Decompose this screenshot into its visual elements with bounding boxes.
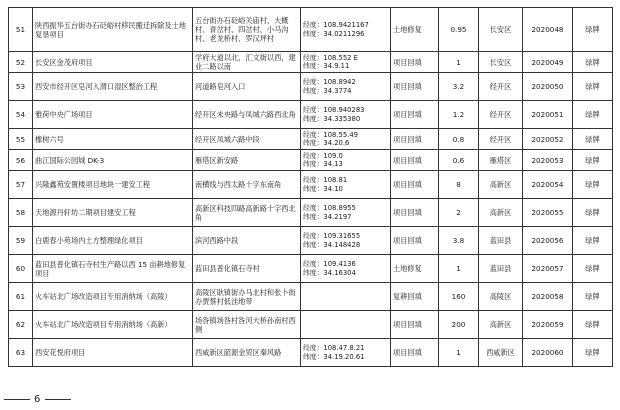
coordinates [301, 283, 391, 311]
project-name: 兴隆鑫苑安置楼项目地块一建安工程 [33, 171, 193, 199]
status-badge: 绿牌 [573, 129, 613, 150]
status-badge: 绿牌 [573, 52, 613, 73]
permit-code: 2020056 [523, 227, 573, 255]
project-name: 陕西振华五台街办石砭峪村移民搬迁拆除及土地复垦项目 [33, 8, 193, 52]
longitude: 经度：108.55.49 [303, 130, 358, 139]
latitude: 纬度：34.13 [303, 160, 343, 168]
fill-type: 项目回填 [391, 339, 439, 367]
coordinates [301, 255, 391, 283]
permit-code: 2020059 [523, 311, 573, 339]
project-name: 雅荷中央广场项目 [33, 101, 193, 129]
status-badge: 绿牌 [573, 73, 613, 101]
page-number: 6 [34, 394, 42, 405]
table-row [9, 227, 613, 255]
row-number: 60 [9, 255, 33, 283]
row-number: 58 [9, 199, 33, 227]
project-name: 长安区金茂府项目 [33, 52, 193, 73]
longitude: 经度：109.4136 [303, 260, 356, 268]
project-name: 西安花悦府项目 [33, 339, 193, 367]
district: 高新区 [479, 199, 523, 227]
area-value: 3.8 [439, 227, 479, 255]
latitude: 纬度：34.10 [303, 184, 343, 193]
status-badge: 绿牌 [573, 150, 613, 171]
project-location: 经开区凤城六路中段 [193, 129, 301, 150]
longitude: 经度：108.8942 [303, 78, 356, 86]
permit-code: 2020050 [523, 73, 573, 101]
row-number: 53 [9, 73, 33, 101]
table-row [9, 199, 613, 227]
project-location: 雁塔区新安路 [193, 150, 301, 171]
status-badge: 绿牌 [573, 101, 613, 129]
coordinates [301, 52, 391, 73]
fill-type: 项目回填 [391, 311, 439, 339]
district: 高陵区 [479, 283, 523, 311]
coordinates [301, 8, 391, 52]
status-badge: 绿牌 [573, 227, 613, 255]
table-row [9, 339, 613, 367]
project-location: 河道路皂河入口 [193, 73, 301, 101]
district: 高新区 [479, 311, 523, 339]
project-name: 蓝田县普化镇石寺村生产路以西 15 亩耕地修复项目 [33, 255, 193, 283]
row-number: 57 [9, 171, 33, 199]
project-location: 经开区未央路与凤城六路西北角 [193, 101, 301, 129]
table-row [9, 8, 613, 52]
area-value: 1 [439, 52, 479, 73]
latitude: 纬度：34.20.6 [303, 139, 350, 147]
coordinates [301, 311, 391, 339]
latitude: 纬度：34.335380 [303, 114, 361, 123]
project-location: 高新区科技四路高新路十字西北角 [193, 199, 301, 227]
coordinates [301, 227, 391, 255]
table-row [9, 255, 613, 283]
fill-type: 项目回填 [391, 129, 439, 150]
district: 经开区 [479, 129, 523, 150]
district: 长安区 [479, 52, 523, 73]
project-location: 滨河西路中段 [193, 227, 301, 255]
table-row [9, 129, 613, 150]
latitude: 纬度：34.0211296 [303, 29, 365, 38]
footer-dash-left [4, 399, 30, 400]
fill-type: 复耕回填 [391, 283, 439, 311]
area-value: 0.8 [439, 129, 479, 150]
area-value: 8 [439, 171, 479, 199]
table-row [9, 283, 613, 311]
district: 蓝田县 [479, 255, 523, 283]
area-value: 200 [439, 311, 479, 339]
fill-type: 土地修复 [391, 255, 439, 283]
project-name: 西安市经开区皂河入渭口湿区整治工程 [33, 73, 193, 101]
area-value: 3.2 [439, 73, 479, 101]
project-name: 白鹿春小苑场内土方整理绿化项目 [33, 227, 193, 255]
coordinates [301, 129, 391, 150]
row-number: 55 [9, 129, 33, 150]
table-body [9, 8, 613, 367]
project-location: 蓝田县普化镇石寺村 [193, 255, 301, 283]
footer-dash-right [45, 399, 71, 400]
latitude: 纬度：34.2197 [303, 212, 352, 221]
permit-code: 2020053 [523, 150, 573, 171]
project-name: 火车站北广场改造项目专用消纳场（高新） [33, 311, 193, 339]
row-number: 63 [9, 339, 33, 367]
longitude: 经度：109.0 [303, 151, 343, 160]
row-number: 52 [9, 52, 33, 73]
latitude: 纬度：34.19.20.61 [303, 352, 365, 361]
project-table [8, 7, 613, 367]
row-number: 61 [9, 283, 33, 311]
row-number: 59 [9, 227, 33, 255]
project-location: 场咎镇场咎村咎河大桥孙南村西侧 [193, 311, 301, 339]
latitude: 纬度：34.148428 [303, 240, 361, 249]
project-location: 学府大道以北，汇文街以西，建业二路以南 [193, 52, 301, 73]
area-value: 160 [439, 283, 479, 311]
longitude: 经度：108.940283 [303, 106, 365, 114]
row-number: 51 [9, 8, 33, 52]
permit-code: 2020055 [523, 199, 573, 227]
project-name: 火车站北广场改造项目专用消纳场（高陵） [33, 283, 193, 311]
table-row [9, 171, 613, 199]
district: 经开区 [479, 101, 523, 129]
fill-type: 项目回填 [391, 227, 439, 255]
permit-code: 2020060 [523, 339, 573, 367]
permit-code: 2020057 [523, 255, 573, 283]
status-badge: 绿牌 [573, 8, 613, 52]
status-badge: 绿牌 [573, 199, 613, 227]
coordinates [301, 171, 391, 199]
latitude: 纬度：34.3774 [303, 86, 352, 95]
permit-code: 2020048 [523, 8, 573, 52]
project-location: 高陵区耿镇街办马北村和张卜街办贾蔡村低洼地带 [193, 283, 301, 311]
permit-code: 2020049 [523, 52, 573, 73]
table-row [9, 150, 613, 171]
longitude: 经度：108.9421167 [303, 21, 369, 29]
status-badge: 绿牌 [573, 339, 613, 367]
fill-type: 项目回填 [391, 199, 439, 227]
fill-type: 项目回填 [391, 101, 439, 129]
fill-type: 土地修复 [391, 8, 439, 52]
area-value: 1.2 [439, 101, 479, 129]
row-number: 62 [9, 311, 33, 339]
fill-type: 项目回填 [391, 171, 439, 199]
district: 西咸新区 [479, 339, 523, 367]
district: 高新区 [479, 171, 523, 199]
area-value: 1 [439, 255, 479, 283]
status-badge: 绿牌 [573, 311, 613, 339]
district: 长安区 [479, 8, 523, 52]
fill-type: 项目回填 [391, 52, 439, 73]
district: 蓝田县 [479, 227, 523, 255]
status-badge: 绿牌 [573, 171, 613, 199]
longitude: 经度：108.552 E [303, 53, 358, 62]
status-badge: 绿牌 [573, 255, 613, 283]
status-badge: 绿牌 [573, 283, 613, 311]
project-location: 西咸新区韶源金贸区秦风路 [193, 339, 301, 367]
area-value: 0.6 [439, 150, 479, 171]
project-name: 橡树六号 [33, 129, 193, 150]
coordinates [301, 339, 391, 367]
coordinates [301, 73, 391, 101]
area-value: 1 [439, 339, 479, 367]
fill-type: 项目回填 [391, 73, 439, 101]
permit-code: 2020054 [523, 171, 573, 199]
row-number: 56 [9, 150, 33, 171]
longitude: 经度：109.31655 [303, 232, 361, 240]
table-row [9, 311, 613, 339]
coordinates [301, 150, 391, 171]
permit-code: 2020058 [523, 283, 573, 311]
district: 经开区 [479, 73, 523, 101]
project-location: 南横线与西太路十字东南角 [193, 171, 301, 199]
longitude: 经度：108.47.8.21 [303, 344, 365, 352]
district: 雁塔区 [479, 150, 523, 171]
permit-code: 2020052 [523, 129, 573, 150]
coordinates [301, 101, 391, 129]
area-value: 2 [439, 199, 479, 227]
area-value: 0.95 [439, 8, 479, 52]
project-name: 天地源丹轩坊二期项目建安工程 [33, 199, 193, 227]
project-name: 曲江国际公园城 DK-3 [33, 150, 193, 171]
row-number: 54 [9, 101, 33, 129]
coordinates [301, 199, 391, 227]
longitude: 经度：108.8955 [303, 204, 356, 212]
longitude: 经度：108.81 [303, 176, 348, 184]
latitude: 纬度：34.16304 [303, 268, 356, 277]
page-footer [0, 394, 75, 405]
table-row [9, 52, 613, 73]
project-location: 五台街办石砭峪关庙村、大概村、青岔村、四岔村、小马沟村、老龙桥村、罗汉坪村 [193, 8, 301, 52]
permit-code: 2020051 [523, 101, 573, 129]
table-row [9, 73, 613, 101]
table-row [9, 101, 613, 129]
latitude: 纬度：34.9.11 [303, 62, 350, 70]
fill-type: 项目回填 [391, 150, 439, 171]
